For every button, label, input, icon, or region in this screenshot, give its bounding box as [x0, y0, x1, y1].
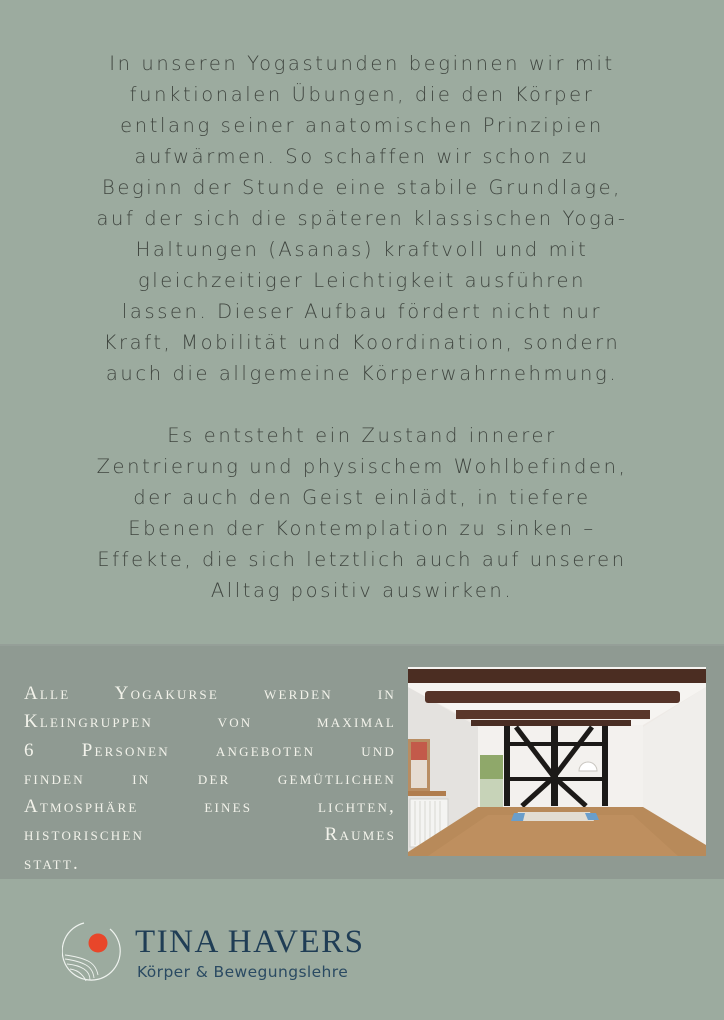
text-line: Kraft, Mobilität und Koordination, sondern	[103, 331, 621, 354]
course-info-text	[24, 680, 396, 878]
text-line: gleichzeitiger Leichtigkeit ausführen	[137, 269, 587, 292]
intro-paragraph-1	[40, 48, 684, 389]
intro-text	[40, 48, 684, 606]
text-line: entlang seiner anatomischen Prinzipien	[120, 114, 604, 137]
text-line: Beginn der Stunde eine stabile Grundlage,	[102, 176, 622, 199]
yoga-room-photo	[408, 667, 706, 856]
text-line: auf der sich die späteren klassischen Yoga-	[96, 207, 628, 230]
brand-subtitle: Körper & Bewegungslehre	[137, 963, 349, 981]
text-line: Haltungen (Asanas) kraftvoll und mit	[135, 238, 589, 261]
text-line: finden in der gemütlichen	[24, 767, 396, 789]
text-line: Alltag positiv auswirken.	[210, 579, 514, 602]
text-line: 6 Personen angeboten und	[24, 739, 396, 761]
text-line: lassen. Dieser Aufbau fördert nicht nur	[121, 300, 603, 323]
text-line: historischen Raumes	[24, 824, 396, 846]
text-line: Alle Yogakurse werden in	[24, 683, 396, 704]
intro-paragraph-2	[40, 420, 684, 606]
text-line: Es entsteht ein Zustand innerer	[167, 424, 557, 447]
text-line: In unseren Yogastunden beginnen wir mit	[109, 52, 615, 75]
text-line: aufwärmen. So schaffen wir schon zu	[134, 145, 590, 168]
room-illustration	[408, 667, 706, 856]
text-line: auch die allgemeine Körperwahrnehmung.	[105, 362, 619, 385]
text-line: statt.	[24, 852, 80, 874]
logo-icon	[62, 921, 124, 983]
text-line: der auch den Geist einlädt, in tiefere	[133, 486, 591, 509]
text-line: Zentrierung und physischem Wohlbefinden,	[96, 455, 628, 478]
text-line: Kleingruppen von maximal	[24, 711, 396, 733]
brand-name: TINA HAVERS	[135, 924, 365, 960]
text-line: Ebenen der Kontemplation zu sinken –	[128, 517, 596, 540]
text-line: Atmosphäre eines lichten,	[24, 796, 396, 818]
text-line: Effekte, die sich letztlich auch auf unseren	[97, 548, 627, 571]
text-line: funktionalen Übungen, die den Körper	[129, 83, 595, 106]
